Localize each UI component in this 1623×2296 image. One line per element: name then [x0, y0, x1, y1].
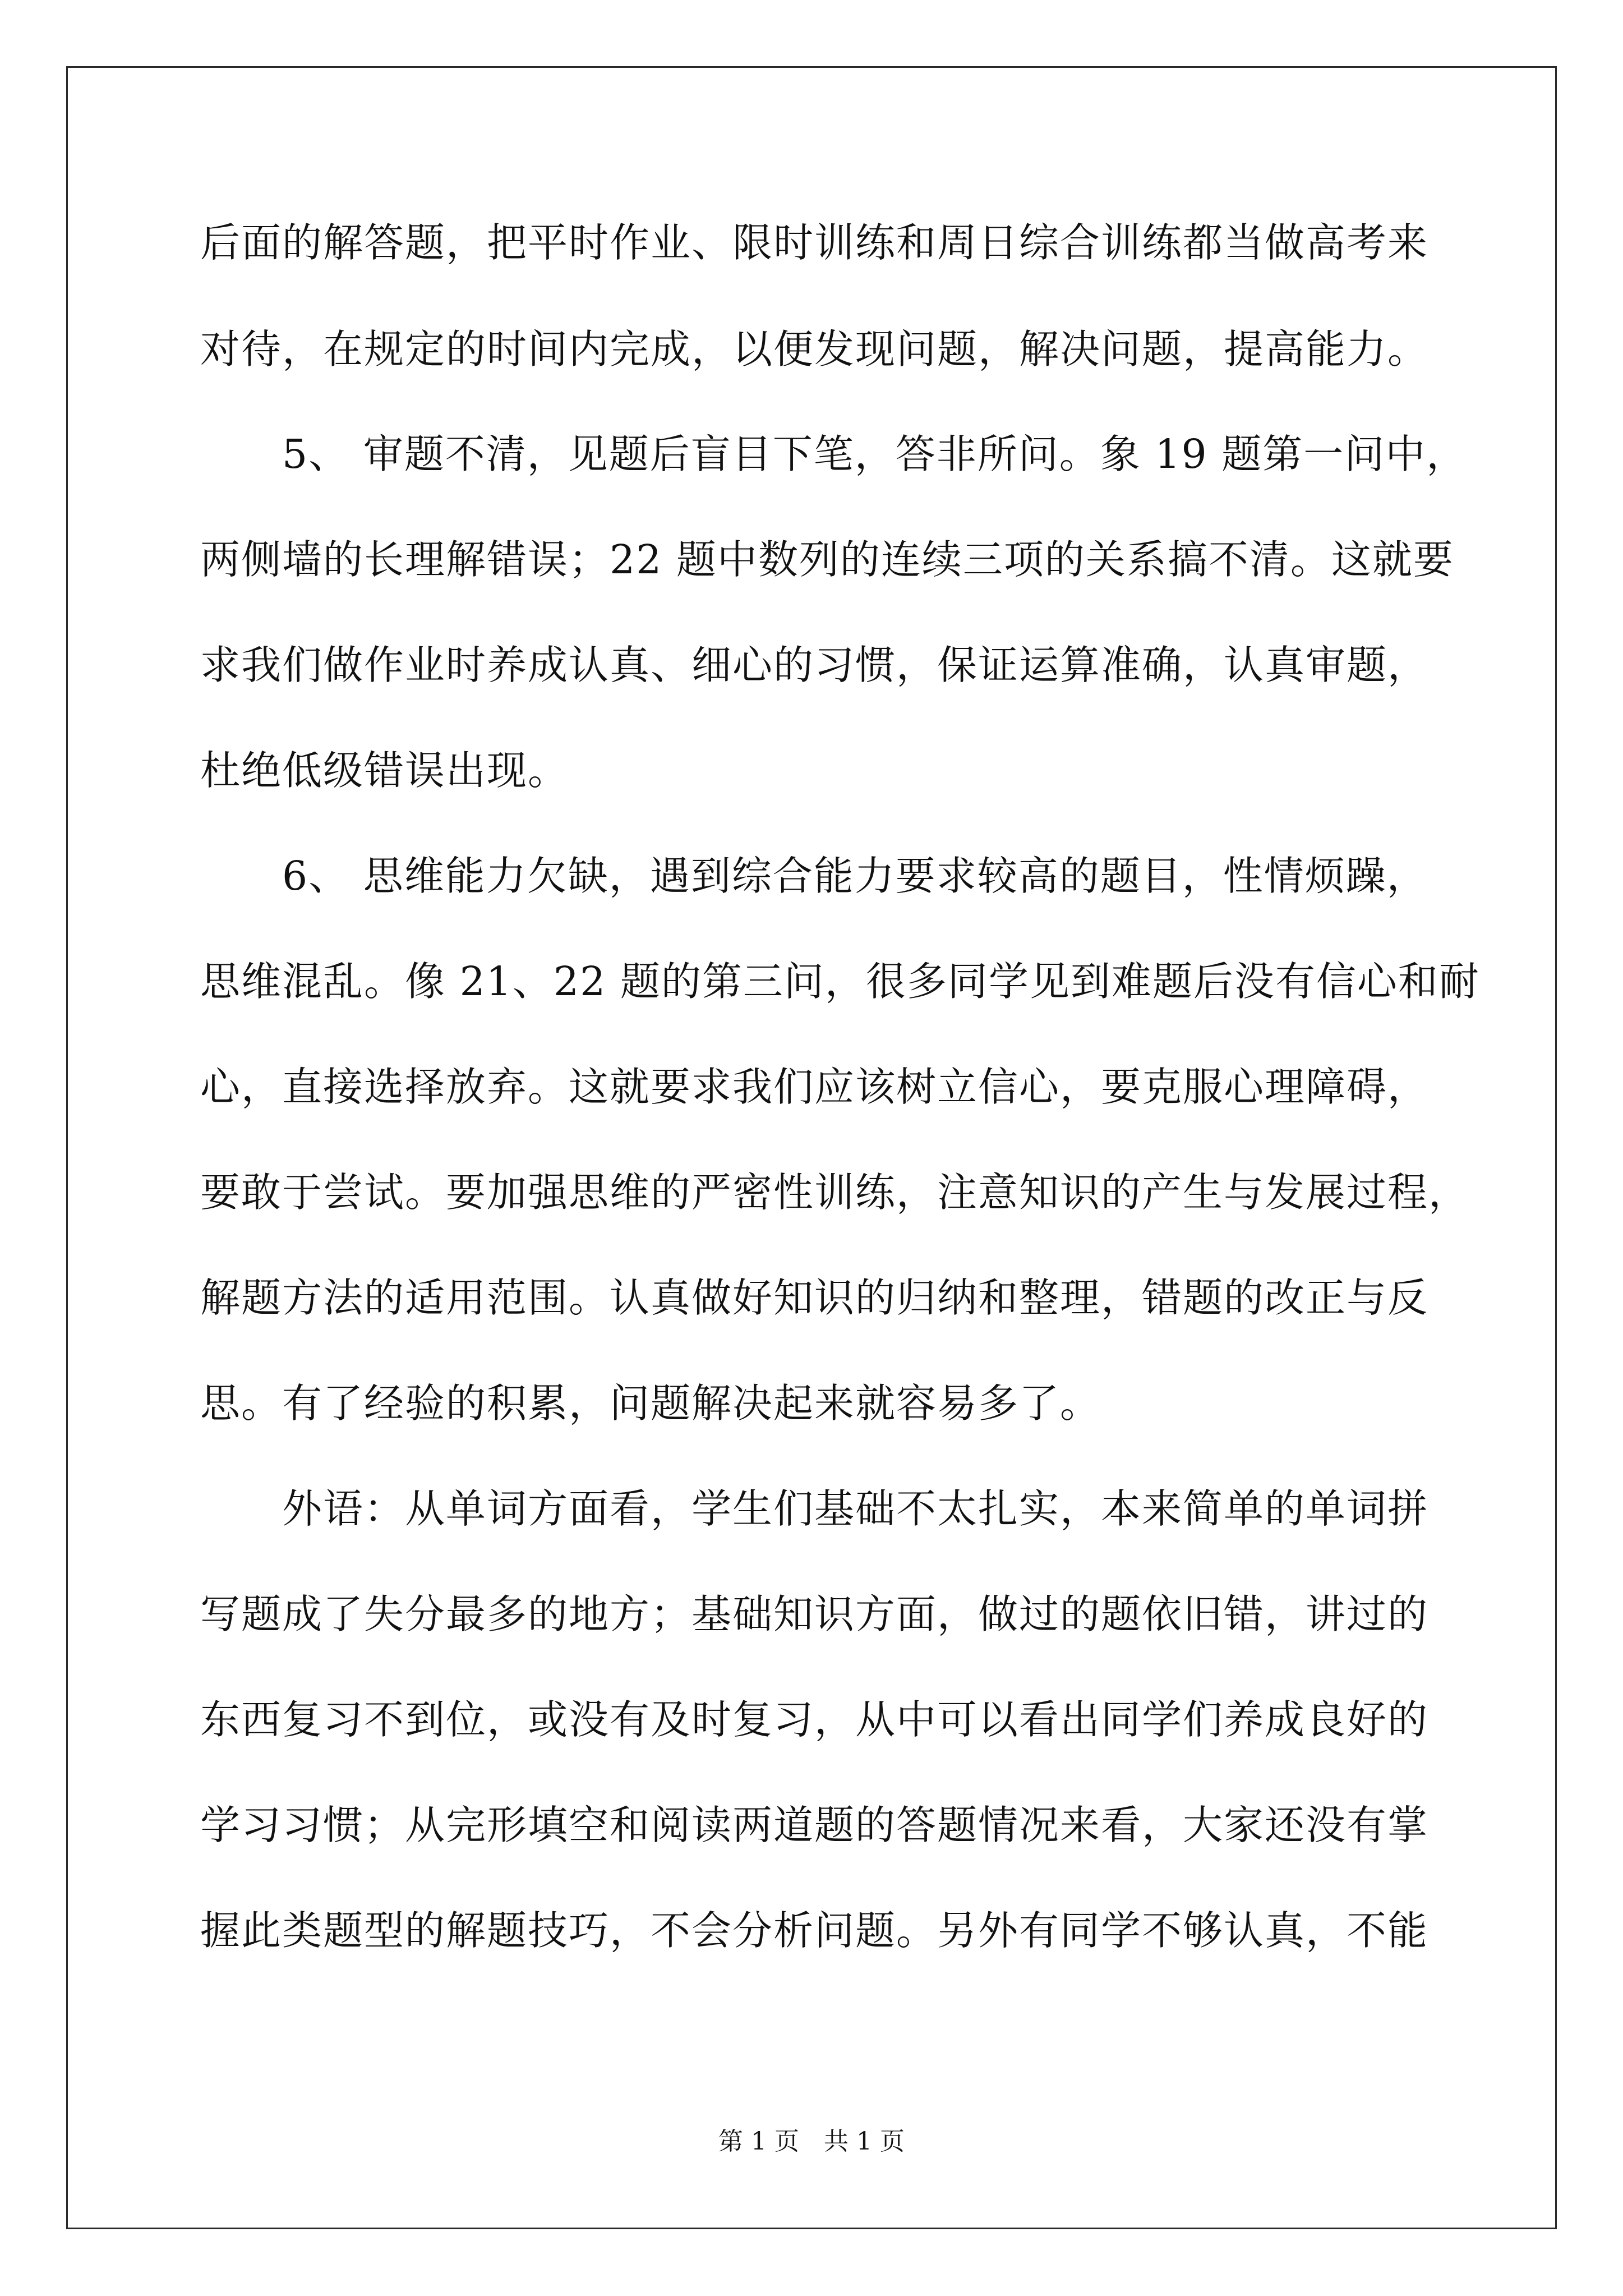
text-line: 东西复习不到位，或没有及时复习，从中可以看出同学们养成良好的: [200, 1696, 1429, 1743]
text-line: 解题方法的适用范围。认真做好知识的归纳和整理，错题的改正与反: [200, 1274, 1429, 1321]
text-line: 6、 思维能力欠缺，遇到综合能力要求较高的题目，性情烦躁，: [200, 853, 1428, 899]
text-line: 后面的解答题，把平时作业、限时训练和周日综合训练都当做高考来: [200, 219, 1429, 266]
text-line: 要敢于尝试。要加强思维的严密性训练，注意知识的产生与发展过程，: [200, 1169, 1470, 1216]
text-line: 思维混乱。像 21、22 题的第三问，很多同学见到难题后没有信心和耐: [200, 958, 1480, 1005]
page-number: 第 1 页 共 1 页: [718, 2127, 905, 2156]
text-line: 外语：从单词方面看，学生们基础不太扎实，本来简单的单词拼: [200, 1485, 1429, 1532]
text-line: 写题成了失分最多的地方；基础知识方面，做过的题依旧错，讲过的: [200, 1591, 1429, 1637]
text-line: 心，直接选择放弃。这就要求我们应该树立信心，要克服心理障碍，: [200, 1064, 1429, 1110]
text-line: 杜绝低级错误出现。: [200, 747, 569, 794]
text-line: 思。有了经验的积累，问题解决起来就容易多了。: [200, 1380, 1101, 1427]
text-line: 学习习惯；从完形填空和阅读两道题的答题情况来看，大家还没有掌: [200, 1802, 1429, 1848]
text-line: 两侧墙的长理解错误；22 题中数列的连续三项的关系搞不清。这就要: [200, 536, 1454, 583]
text-line: 握此类题型的解题技巧，不会分析问题。另外有同学不够认真，不能: [200, 1907, 1429, 1954]
text-line: 5、 审题不清，见题后盲目下笔，答非所问。象 19 题第一问中，: [200, 431, 1468, 477]
text-line: 对待，在规定的时间内完成，以便发现问题，解决问题，提高能力。: [200, 326, 1429, 372]
text-line: 求我们做作业时养成认真、细心的习惯，保证运算准确，认真审题，: [200, 642, 1429, 688]
